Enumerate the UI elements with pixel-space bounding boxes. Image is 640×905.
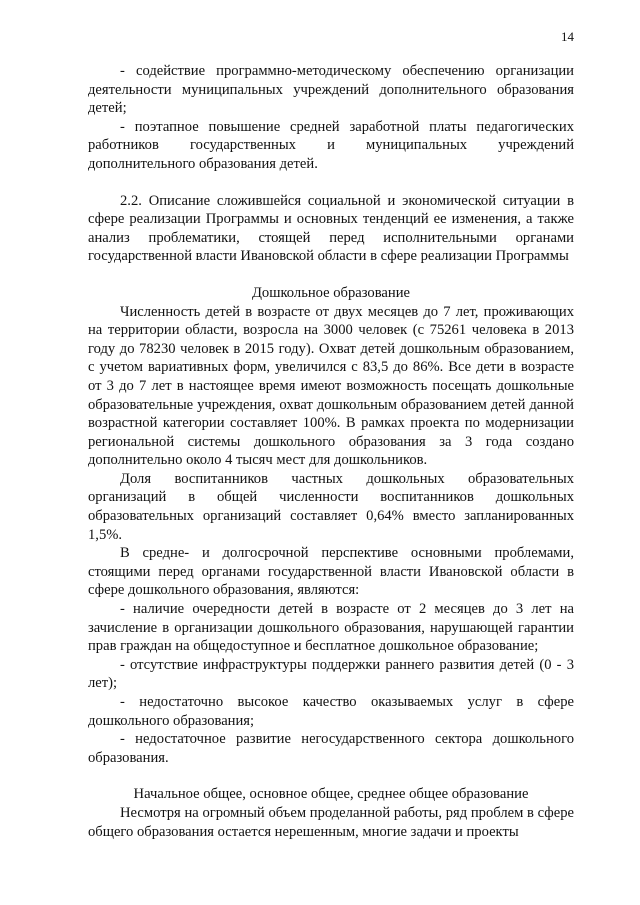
preschool-title: Дошкольное образование: [251, 284, 411, 301]
page-number: 14: [561, 29, 574, 44]
preschool-paragraph: В средне- и долгосрочной перспективе основными проблемами, стоящими перед органами государственной власти Ивановской области в сфере дошкольного образования, являются:: [88, 545, 574, 599]
problem-item: - недостаточно высокое качество оказываемых услуг в сфере дошкольного образования;: [88, 694, 574, 729]
problem-item: - наличие очередности детей в возрасте от 2 месяцев до 3 лет на зачисление в организации дошкольного образования, нарушающей гарантии прав граждан на общедоступное и бесплатное дошкольное образование;: [88, 601, 574, 655]
section-heading: 2.2. Описание сложившейся социальной и экономической ситуации в сфере реализации Программы и основных тенденций ее изменения, а также анализ проблематики, стоящей перед исполнительными органами государственной власти Ивановской области в сфере реализации Программы: [88, 192, 574, 265]
general-education-title: Начальное общее, основное общее, среднее общее образование: [133, 786, 529, 803]
problem-item: - недостаточное развитие негосударственного сектора дошкольного образования.: [88, 731, 574, 766]
intro-bullet: - поэтапное повышение средней заработной платы педагогических работников государственных и муниципальных учреждений дополнительного образования детей.: [88, 118, 574, 172]
problem-item: - отсутствие инфраструктуры поддержки раннего развития детей (0 - 3 лет);: [88, 656, 574, 692]
general-education-paragraph: Несмотря на огромный объем проделанной работы, ряд проблем в сфере общего образования остается нерешенным, многие задачи и проекты: [88, 804, 574, 840]
document-body: [88, 62, 574, 841]
preschool-paragraph: Численность детей в возрасте от двух месяцев до 7 лет, проживающих на территории области, возросла на 3000 человек (с 75261 человека в 2013 году до 78230 человек в 2015 году). Охват детей дошкольным образованием, с учетом вариативных форм, увеличился с 83,5 до 86%. Все дети в возрасте от 3 до 7 лет в настоящее время имеют возможность посещать дошкольные образовательные учреждения, охват дошкольным образованием детей данной возрастной категории составляет 100%. В рамках проекта по модернизации региональной системы дошкольного образования за 3 года создано дополнительно около 4 тысяч мест для дошкольников.: [88, 303, 574, 469]
intro-bullet: - содействие программно-методическому обеспечению организации деятельности муниципальных учреждений дополнительного образования детей;: [88, 63, 574, 117]
preschool-paragraph: Доля воспитанников частных дошкольных образовательных организаций в общей численности воспитанников дошкольных образовательных организаций составляет 0,64% вместо запланированных 1,5%.: [88, 470, 574, 543]
